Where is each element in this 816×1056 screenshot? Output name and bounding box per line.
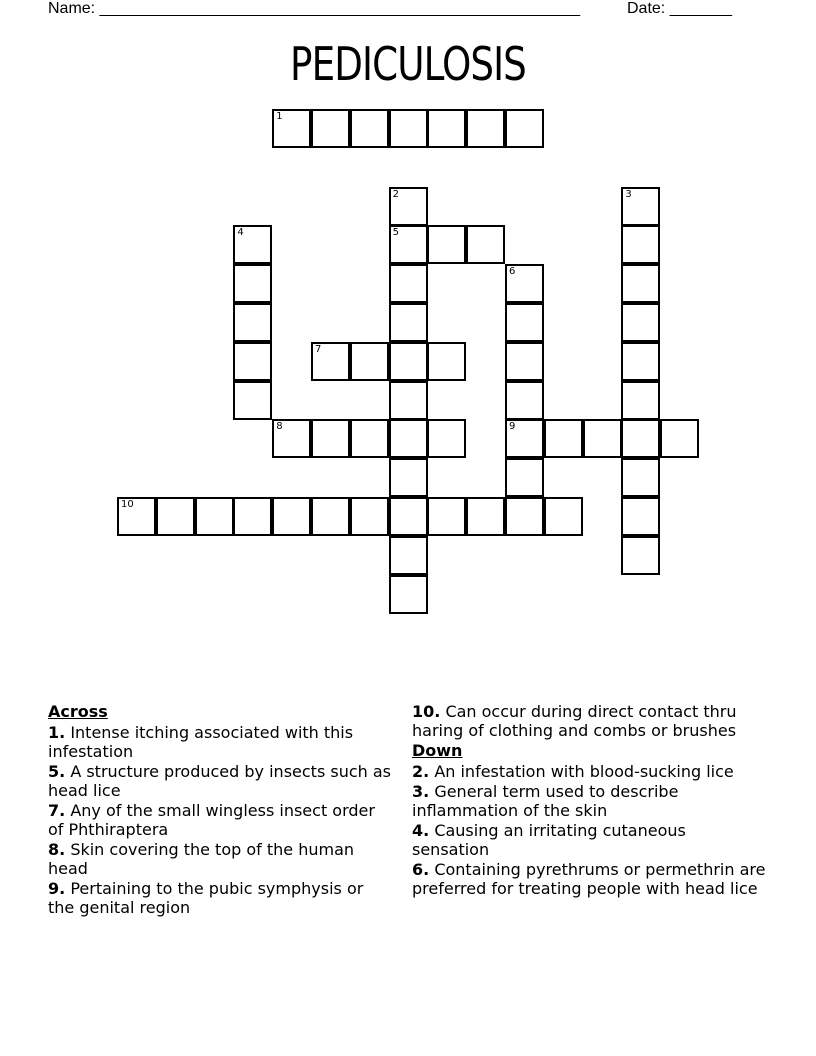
grid-cell[interactable]	[466, 109, 505, 148]
clue-number: 7.	[48, 801, 66, 820]
grid-cell[interactable]	[621, 536, 660, 575]
clue-text: Pertaining to the pubic symphysis or the genital region	[48, 879, 364, 917]
grid-cell[interactable]	[389, 342, 428, 381]
grid-cell[interactable]	[621, 264, 660, 303]
grid-cell[interactable]	[350, 109, 389, 148]
cell-number: 3	[625, 188, 632, 200]
grid-cell[interactable]	[272, 497, 311, 536]
grid-cell[interactable]	[621, 187, 660, 226]
clue-down-3	[412, 782, 767, 820]
grid-cell[interactable]	[389, 264, 428, 303]
cell-number: 9	[509, 421, 516, 433]
grid-cell[interactable]	[427, 225, 466, 264]
clue-down-2	[412, 762, 767, 781]
grid-cell[interactable]	[350, 419, 389, 458]
clue-across-10	[412, 702, 767, 740]
clue-text: Intense itching associated with this infestation	[48, 723, 354, 761]
grid-cell[interactable]	[389, 187, 428, 226]
cell-number: 1	[276, 111, 283, 122]
clues-right-column	[412, 702, 767, 899]
grid-cell[interactable]	[233, 303, 272, 342]
clue-text: Any of the small wingless insect order of Phthiraptera	[48, 801, 375, 839]
grid-cell[interactable]	[505, 109, 544, 148]
clue-number: 3.	[412, 782, 430, 801]
grid-cell[interactable]	[272, 109, 311, 148]
grid-cell[interactable]	[660, 419, 699, 458]
grid-cell[interactable]	[389, 575, 428, 614]
clue-down-4	[412, 821, 767, 859]
clue-down-6	[412, 860, 767, 898]
grid-cell[interactable]	[544, 419, 583, 458]
cell-number: 10	[121, 499, 134, 510]
clue-text: A structure produced by insects such as head lice	[48, 762, 391, 800]
cell-number: 2	[392, 188, 399, 200]
clue-text: General term used to describe inflammation of the skin	[412, 782, 679, 820]
name-field-label: Name: ______________________________________________________	[48, 0, 581, 17]
clue-across-1	[48, 723, 393, 761]
grid-cell[interactable]	[233, 497, 272, 536]
grid-cell[interactable]	[350, 497, 389, 536]
clue-number: 1.	[48, 723, 66, 742]
grid-cell[interactable]	[272, 419, 311, 458]
clue-number: 9.	[48, 879, 66, 898]
grid-cell[interactable]	[505, 381, 544, 420]
grid-cell[interactable]	[583, 419, 622, 458]
grid-cell[interactable]	[389, 225, 428, 264]
grid-cell[interactable]	[233, 264, 272, 303]
grid-cell[interactable]	[389, 419, 428, 458]
clue-number: 6.	[412, 860, 430, 879]
grid-cell[interactable]	[621, 458, 660, 497]
clue-across-7	[48, 801, 393, 839]
grid-cell[interactable]	[505, 458, 544, 497]
clue-number: 8.	[48, 840, 66, 859]
clue-text: Containing pyrethrums or permethrin are preferred for treating people with head lice	[412, 860, 766, 898]
grid-cell[interactable]	[505, 303, 544, 342]
clue-number: 10.	[412, 702, 441, 721]
grid-cell[interactable]	[389, 109, 428, 148]
clue-number: 2.	[412, 762, 430, 781]
grid-cell[interactable]	[311, 109, 350, 148]
grid-cell[interactable]	[389, 303, 428, 342]
clue-number: 4.	[412, 821, 430, 840]
cell-number: 4	[237, 227, 244, 239]
grid-cell[interactable]	[621, 303, 660, 342]
grid-cell[interactable]	[233, 225, 272, 264]
clues-left-column	[48, 702, 393, 918]
grid-cell[interactable]	[621, 381, 660, 420]
grid-cell[interactable]	[389, 458, 428, 497]
grid-cell[interactable]	[311, 342, 350, 381]
across-heading: Across	[48, 702, 108, 721]
grid-cell[interactable]	[389, 536, 428, 575]
grid-cell[interactable]	[311, 497, 350, 536]
clue-across-8	[48, 840, 393, 878]
grid-cell[interactable]	[621, 497, 660, 536]
clue-number: 5.	[48, 762, 66, 781]
cell-number: 8	[276, 421, 283, 433]
grid-cell[interactable]	[427, 419, 466, 458]
grid-cell[interactable]	[544, 497, 583, 536]
grid-cell[interactable]	[505, 419, 544, 458]
grid-cell[interactable]	[466, 497, 505, 536]
grid-cell[interactable]	[389, 381, 428, 420]
grid-cell[interactable]	[389, 497, 428, 536]
down-heading: Down	[412, 741, 463, 760]
clue-across-9	[48, 879, 393, 917]
grid-cell[interactable]	[505, 264, 544, 303]
grid-cell[interactable]	[621, 225, 660, 264]
grid-cell[interactable]	[233, 381, 272, 420]
grid-cell[interactable]	[117, 497, 156, 536]
clue-across-5	[48, 762, 393, 800]
grid-cell[interactable]	[621, 342, 660, 381]
grid-cell[interactable]	[466, 225, 505, 264]
grid-cell[interactable]	[427, 109, 466, 148]
grid-cell[interactable]	[427, 342, 466, 381]
grid-cell[interactable]	[505, 497, 544, 536]
grid-cell[interactable]	[311, 419, 350, 458]
clue-text: Causing an irritating cutaneous sensation	[412, 821, 686, 859]
date-field-label: Date: _______	[627, 0, 732, 17]
grid-cell[interactable]	[621, 419, 660, 458]
clue-text: Skin covering the top of the human head	[48, 840, 355, 878]
cell-number: 5	[392, 227, 399, 239]
grid-cell[interactable]	[427, 497, 466, 536]
clue-text: Can occur during direct contact thru haring of clothing and combs or brushes	[412, 702, 737, 740]
cell-number: 7	[315, 343, 322, 355]
clue-text: An infestation with blood-sucking lice	[434, 762, 734, 781]
page-title: PEDICULOSIS	[290, 37, 526, 91]
grid-cell[interactable]	[195, 497, 234, 536]
cell-number: 6	[509, 266, 516, 278]
grid-cell[interactable]	[156, 497, 195, 536]
grid-cell[interactable]	[350, 342, 389, 381]
grid-cell[interactable]	[233, 342, 272, 381]
grid-cell[interactable]	[505, 342, 544, 381]
